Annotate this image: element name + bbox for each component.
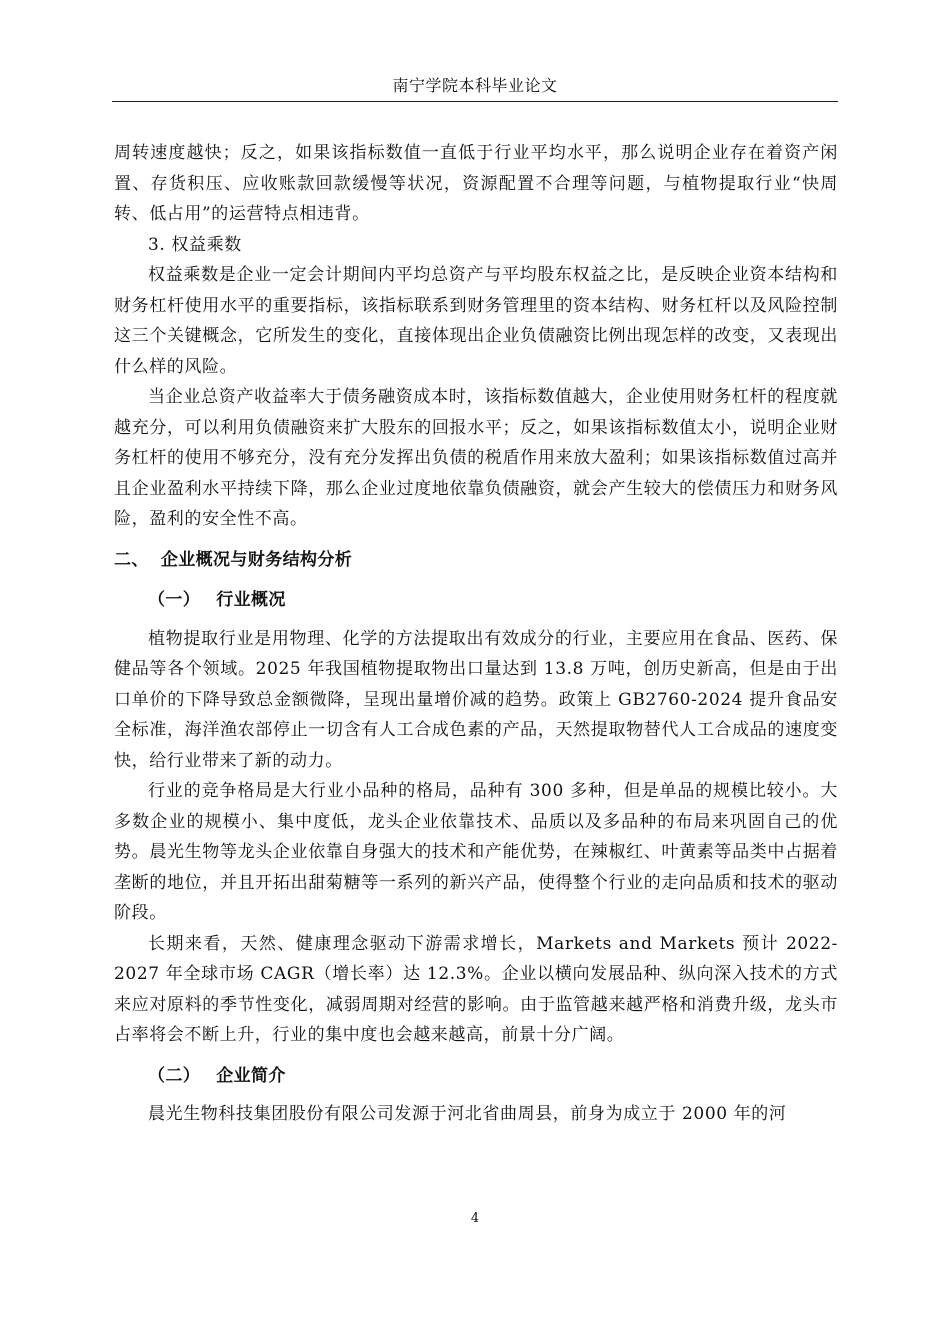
running-header: 南宁学院本科毕业论文 [392,76,558,95]
subsection-title: 企业简介 [216,1065,286,1086]
subsection-number: （二） [148,1065,201,1086]
header-rule [112,101,838,102]
paragraph-industry-outlook: 长期来看，天然、健康理念驱动下游需求增长，Markets and Markets 预计 2022-2027 年全球市场 CAGR（增长率）达 12.3%。企业以横向发展品种、纵向深入技术的方式来应对原料的季节性变化，减弱周期对经营的影响。由于监管越来越严格和消费升级，龙头市占率将会不断上升，行业的集中度也会越来越高，前景十分广阔。 [114,933,838,1045]
paragraph-industry-competition: 行业的竞争格局是大行业小品种的格局，品种有 300 多种，但是单品的规模比较小。大多数企业的规模小、集中度低，龙头企业依靠技术、品质以及多品种的布局来巩固自己的优势。晨光生物等龙头企业依靠自身强大的技术和产能优势，在辣椒红、叶黄素等品类中占据着垄断的地位，并且开拓出甜菊糖等一系列的新兴产品，使得整个行业的走向品质和技术的驱动阶段。 [114,781,838,923]
paragraph-company-intro: 晨光生物科技集团股份有限公司发源于河北省曲周县，前身为成立于 2000 年的河 [148,1104,787,1124]
subsection-heading-company [114,1061,838,1092]
section-heading-2 [114,545,838,576]
paragraph-equity-analysis: 当企业总资产收益率大于债务融资成本时，该指标数值越大，企业使用财务杠杆的程度就越充分，可以利用负债融资来扩大股东的回报水平；反之，如果该指标数值太小，说明企业财务杠杆的使用不够充分，没有充分发挥出负债的税盾作用来放大盈利；如果该指标数值过高并且企业盈利水平持续下降，那么企业过度地依靠负债融资，就会产生较大的偿债压力和财务风险，盈利的安全性不高。 [114,387,838,529]
section-number: 二、 [114,549,149,570]
body-text [114,138,838,1130]
subheading-equity-multiplier: 3. 权益乘数 [148,234,242,255]
paragraph-industry-overview: 植物提取行业是用物理、化学的方法提取出有效成分的行业，主要应用在食品、医药、保健品等各个领域。2025 年我国植物提取物出口量达到 13.8 万吨，创历史新高，但是由于出口单价的下降导致总金额微降，呈现出量增价减的趋势。政策上 GB2760-2024 提升食品安全标准，海洋渔农部停止一切含有人工合成色素的产品，天然提取物替代人工合成品的速度变快，给行业带来了新的动力。 [114,628,838,771]
section-title: 企业概况与财务结构分析 [160,549,353,570]
subsection-title: 行业概况 [216,590,286,610]
paragraph-equity-definition: 权益乘数是企业一定会计期间内平均总资产与平均股东权益之比，是反映企业资本结构和财务杠杆使用水平的重要指标，该指标联系到财务管理里的资本结构、财务杠杆以及风险控制这三个关键概念，它所发生的变化，直接体现出企业负债融资比例出现怎样的改变，又表现出什么样的风险。 [114,265,838,377]
page-number: 4 [470,1211,480,1226]
subsection-number: （一） [148,590,201,610]
paragraph-continued: 周转速度越快；反之，如果该指标数值一直低于行业平均水平，那么说明企业存在着资产闲置、存货积压、应收账款回款缓慢等状况，资源配置不合理等问题，与植物提取行业“快周转、低占用”的运营特点相违背。 [114,143,838,224]
subsection-heading-industry [114,585,838,616]
